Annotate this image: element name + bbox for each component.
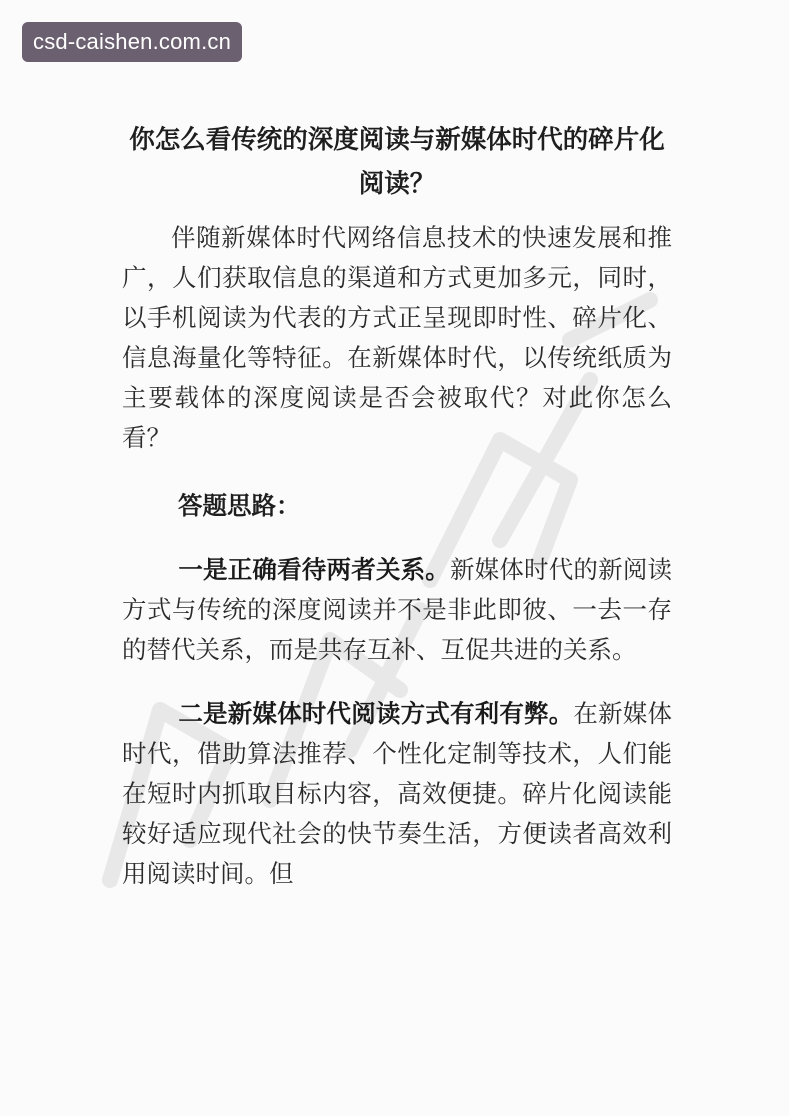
point-paragraph-1 [122, 550, 672, 670]
answer-heading: 答题思路： [178, 491, 301, 520]
intro-paragraph: 伴随新媒体时代网络信息技术的快速发展和推广，人们获取信息的渠道和方式更加多元，同时，以手机阅读为代表的方式正呈现即时性、碎片化、信息海量化等特征。在新媒体时代，以传统纸质为主要载体的深度阅读是否会被取代？对此你怎么看？ [122, 223, 672, 452]
point-paragraph-2 [122, 694, 672, 894]
article-title: 你怎么看传统的深度阅读与新媒体时代的碎片化阅读？ [129, 125, 665, 199]
article-body [122, 118, 672, 894]
point-2-lead: 二是新媒体时代阅读方式有利有弊。 [178, 699, 574, 728]
point-1-lead: 一是正确看待两者关系。 [178, 555, 450, 584]
point-2-body: 在新媒体时代，借助算法推荐、个性化定制等技术，人们能在短时内抓取目标内容，高效便捷。碎片化阅读能较好适应现代社会的快节奏生活，方便读者高效利用阅读时间。但 [122, 699, 672, 888]
point-1-body: 新媒体时代的新阅读方式与传统的深度阅读并不是非此即彼、一去一存的替代关系，而是共存互补、互促共进的关系。 [122, 555, 673, 664]
site-watermark-badge: csd-caishen.com.cn [22, 22, 242, 62]
